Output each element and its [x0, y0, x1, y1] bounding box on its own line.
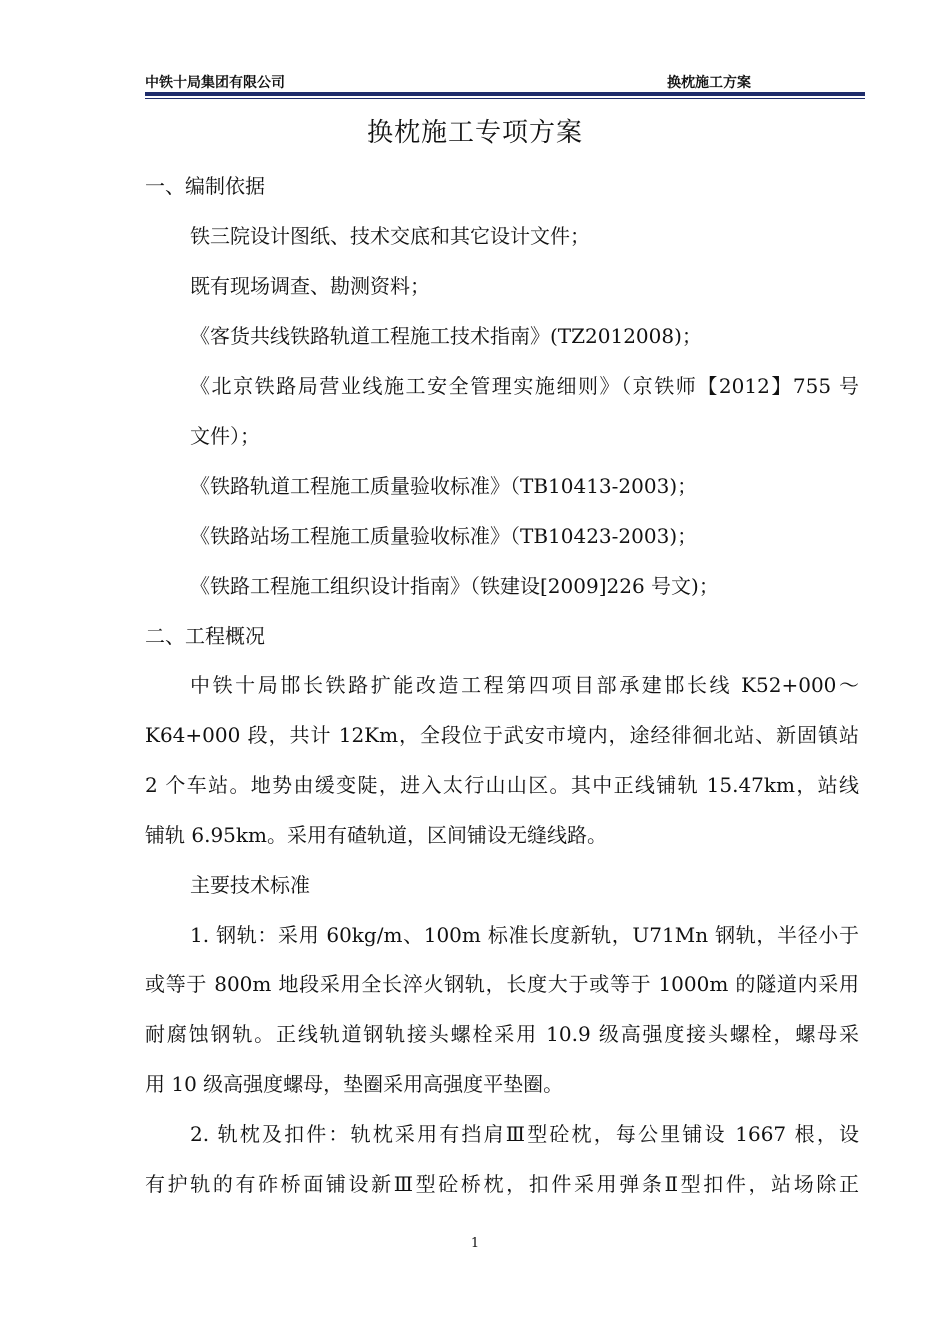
overview-paragraph-line: 中铁十局邯长铁路扩能改造工程第四项目部承建邯长线 K52+000～	[190, 673, 859, 697]
overview-paragraph-line: 2 个车站。地势由缓变陡，进入太行山山区。其中正线铺轨 15.47km，站线	[145, 773, 859, 797]
header-document-name: 换枕施工方案	[667, 75, 751, 91]
header-company-name: 中铁十局集团有限公司	[145, 75, 285, 91]
basis-item: 《客货共线铁路轨道工程施工技术指南》(TZ2012008)；	[190, 324, 702, 348]
basis-item: 文件）；	[190, 424, 260, 448]
page-number: 1	[470, 1236, 480, 1251]
standard-sleeper-line: 有护轨的有砟桥面铺设新Ⅲ型砼桥枕，扣件采用弹条Ⅱ型扣件，站场除正	[145, 1172, 859, 1196]
basis-item: 《北京铁路局营业线施工安全管理实施细则》（京铁师【2012】755 号	[190, 374, 859, 398]
header-divider	[145, 92, 865, 99]
page-header	[145, 70, 865, 98]
overview-paragraph-line: 铺轨 6.95km。采用有碴轨道，区间铺设无缝线路。	[145, 823, 607, 847]
document-title: 换枕施工专项方案	[366, 118, 583, 148]
section-heading-basis: 一、编制依据	[145, 174, 265, 198]
basis-item: 既有现场调查、勘测资料；	[190, 274, 430, 298]
basis-item: 《铁路站场工程施工质量验收标准》（TB10423-2003)；	[190, 524, 698, 548]
standard-rail-line: 1. 钢轨：采用 60kg/m、100m 标准长度新轨，U71Mn 钢轨，半径小于	[190, 923, 859, 947]
overview-paragraph-line: K64+000 段，共计 12Km，全段位于武安市境内，途经徘徊北站、新固镇站	[145, 723, 859, 747]
standard-rail-line: 耐腐蚀钢轨。正线轨道钢轨接头螺栓采用 10.9 级高强度接头螺栓，螺母采	[145, 1022, 859, 1046]
section-heading-overview: 二、工程概况	[145, 624, 265, 648]
standard-rail-line: 或等于 800m 地段采用全长淬火钢轨，长度大于或等于 1000m 的隧道内采用	[145, 972, 859, 996]
basis-item: 《铁路轨道工程施工质量验收标准》（TB10413-2003)；	[190, 474, 698, 498]
standard-sleeper-line: 2. 轨枕及扣件：轨枕采用有挡肩Ⅲ型砼枕，每公里铺设 1667 根，设	[190, 1122, 859, 1146]
standard-rail-line: 用 10 级高强度螺母，垫圈采用高强度平垫圈。	[145, 1072, 564, 1096]
basis-item: 《铁路工程施工组织设计指南》（铁建设[2009]226 号文)；	[190, 574, 719, 598]
basis-item: 铁三院设计图纸、技术交底和其它设计文件；	[190, 224, 590, 248]
standards-heading: 主要技术标准	[190, 873, 310, 897]
